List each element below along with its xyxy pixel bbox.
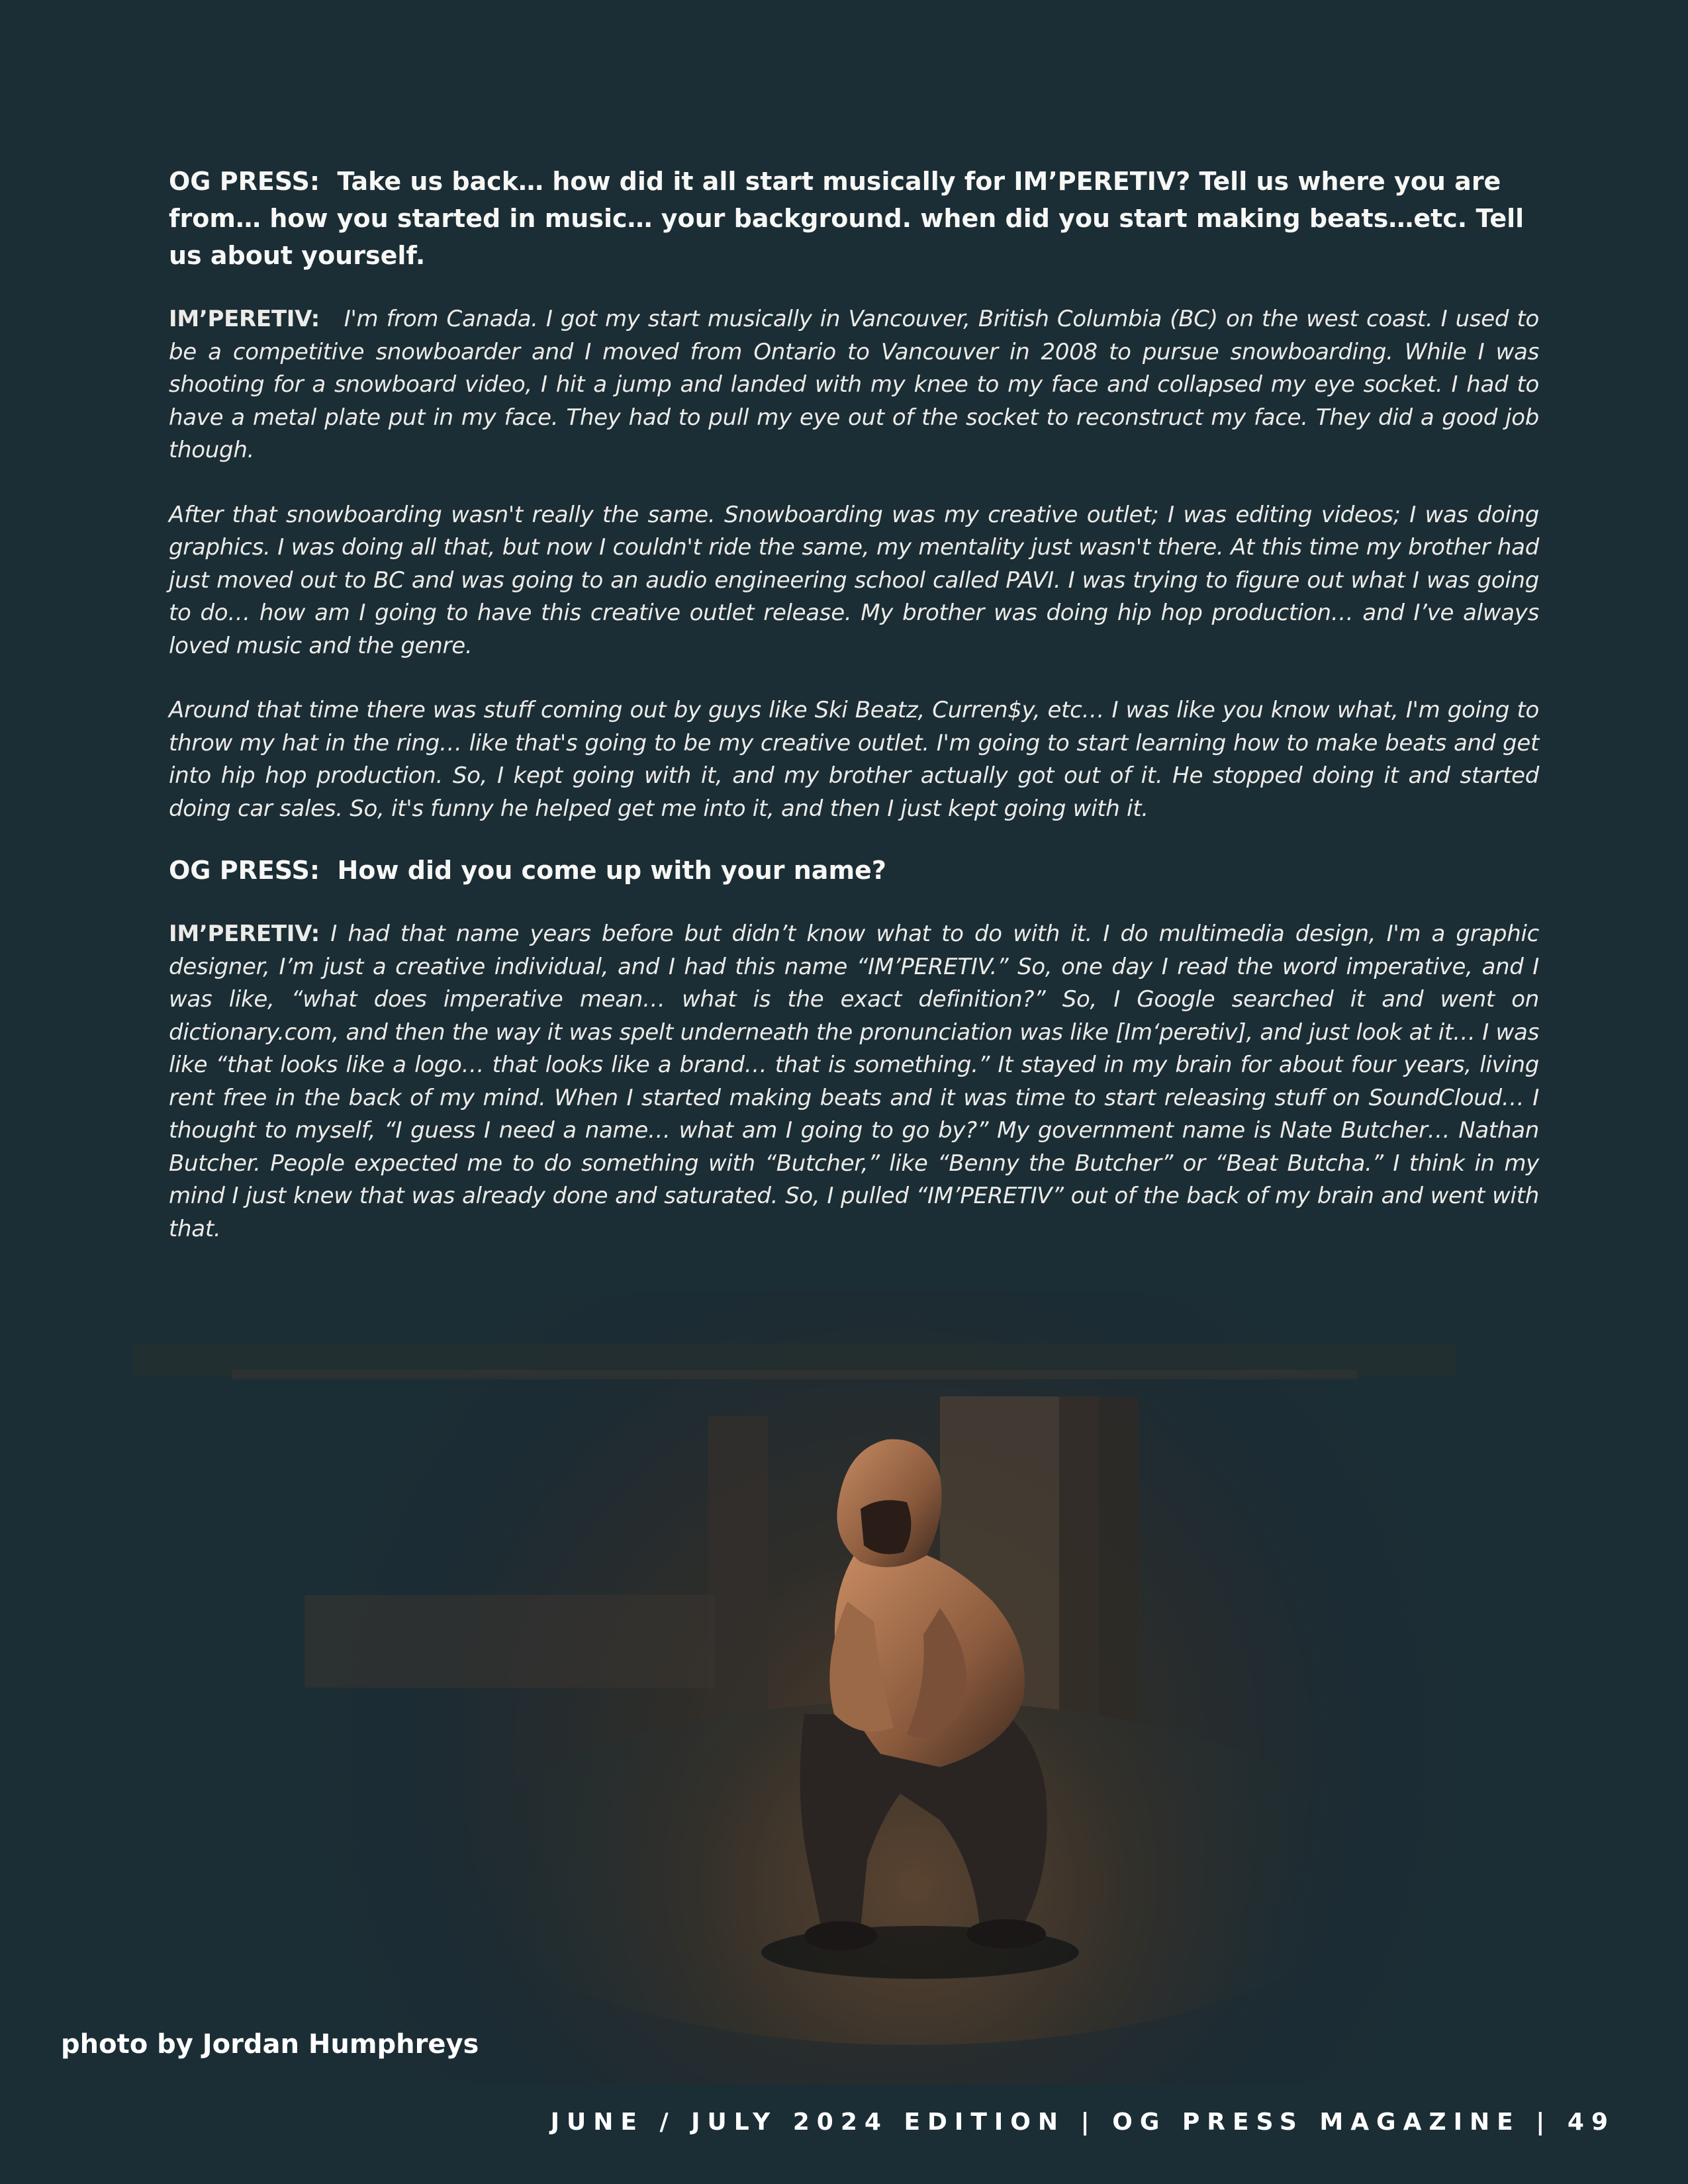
question-1-speaker: OG PRESS: xyxy=(169,167,320,196)
question-2 xyxy=(169,852,1539,889)
answer-1-paragraph-3: Around that time there was stuff coming out by guys like Ski Beatz, Curren$y, etc… I was like you know what, I'm going to throw my hat in the ring… like that's going to be my creative outlet. I'm going to start learning how to make beats and get into hip hop production. So, I kept going with it, and my brother actually got out of it. He stopped doing it and started doing car sales. So, it's funny he helped get me into it, and then I just kept going with it. xyxy=(169,697,1539,822)
question-2-text: How did you come up with your name? xyxy=(337,856,886,885)
hooded-figure-photo xyxy=(0,1291,1688,2085)
question-1-text: Take us back… how did it all start musically for IM’PERETIV? Tell us where you are from… how you started in music… your background. when did you start making beats…etc. Tell us about yourself. xyxy=(169,167,1524,270)
question-2-speaker: OG PRESS: xyxy=(169,856,320,885)
answer-1-text-1: I'm from Canada. I got my start musically in Vancouver, British Columbia (BC) on the west coast. I used to be a competitive snowboarder and I moved from Ontario to Vancouver in 2008 to pursue snowboarding. While I was shooting for a snowboard video, I hit a jump and landed with my knee to my face and collapsed my eye socket. I had to have a metal plate put in my face. They had to pull my eye out of the socket to reconstruct my face. They did a good job though. xyxy=(169,306,1540,463)
photo-credit: photo by Jordan Humphreys xyxy=(61,2029,479,2060)
answer-1-speaker: IM’PERETIV: xyxy=(169,306,320,332)
answer-2-paragraph xyxy=(169,918,1539,1246)
article-body xyxy=(169,163,1539,1277)
answer-1-paragraph-1 xyxy=(169,303,1539,467)
answer-2-text: I had that name years before but didn’t know what to do with it. I do multimedia design, I'm a graphic designer, I’m just a creative individual, and I had this name “IM’PERETIV.” So, one day I read the word imperative, and I was like, “what does imperative mean… what is the exact definition?” So, I Google searched it and went on dictionary.com, and then the way it was spelt underneath the pronunciation was like [Im‘perətiv], and just look at it… I was like “that looks like a logo… that looks like a brand… that is something.” It stayed in my brain for about four years, living rent free in the back of my mind. When I started making beats and it was time to start releasing stuff on SoundCloud… I thought to myself, “I guess I need a name… what am I going to go by?” My government name is Nate Butcher… Nathan Butcher. People expected me to do something with “Butcher,” like “Benny the Butcher” or “Beat Butcha.” I think in my mind I just knew that was already done and saturated. So, I pulled “IM’PERETIV” out of the back of my brain and went with that. xyxy=(169,921,1539,1242)
page-footer: JUNE / JULY 2024 EDITION | OG PRESS MAGAZINE | 49 xyxy=(550,2109,1615,2136)
answer-2-speaker: IM’PERETIV: xyxy=(169,921,320,947)
answer-1-paragraph-2: After that snowboarding wasn't really the same. Snowboarding was my creative outlet; I was editing videos; I was doing graphics. I was doing all that, but now I couldn't ride the same, my mentality just wasn't there. At this time my brother had just moved out to BC and was going to an audio engineering school called PAVI. I was trying to figure out what I was going to do… how am I going to have this creative outlet release. My brother was doing hip hop production… and I’ve always loved music and the genre. xyxy=(169,501,1539,659)
question-1 xyxy=(169,163,1539,274)
